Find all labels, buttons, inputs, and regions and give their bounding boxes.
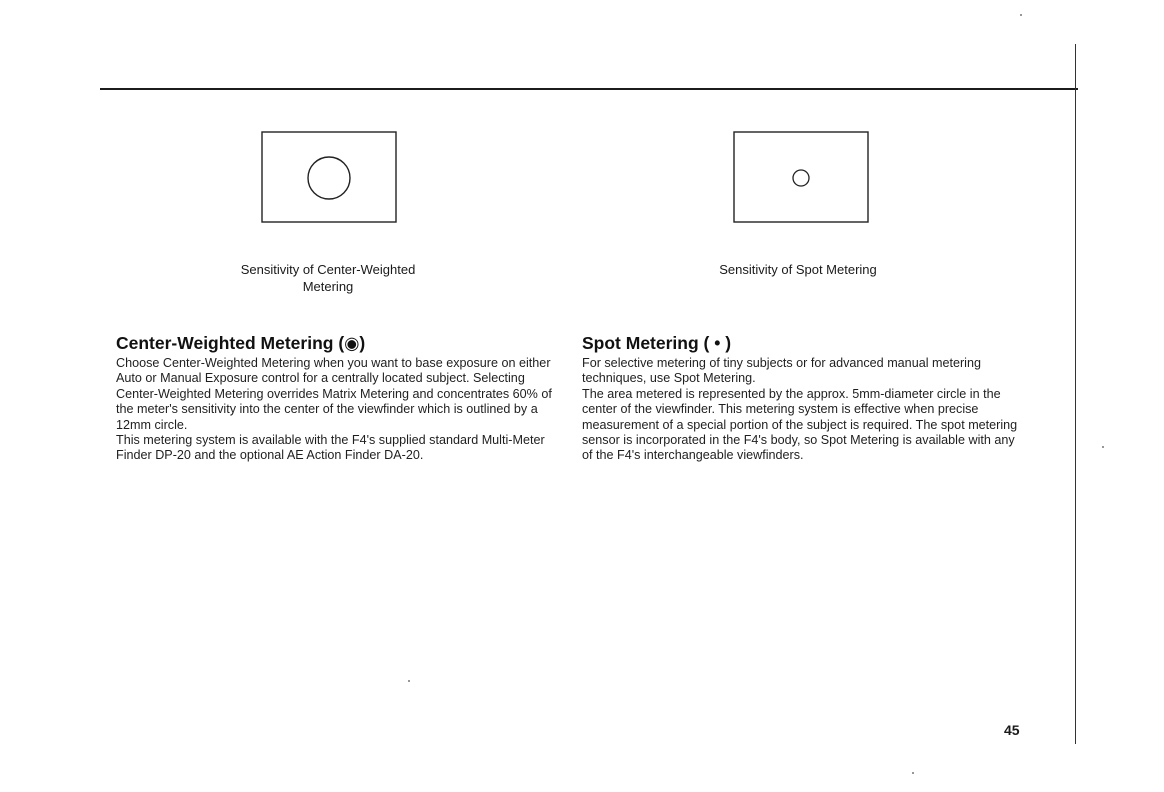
page-edge-line: [1075, 44, 1076, 744]
section-paragraph: This metering system is available with the F4's supplied standard Multi-Meter Finder DP-20 and the optional AE Action Finder DA-20.: [116, 433, 545, 463]
center-weighted-section: [116, 333, 556, 464]
section-paragraph: For selective metering of tiny subjects or for advanced manual metering techniques, use Spot Metering.: [582, 356, 981, 386]
section-paragraph: Choose Center-Weighted Metering when you want to base exposure on either Auto or Manual Exposure control for a centrally located subject. Selecting Center-Weighted Metering overrides Matrix Metering and concentrates 60% of the meter's sensitivity into the center of the viewfinder which is outlined by a 12mm circle.: [116, 356, 552, 432]
spot-metering-section: [582, 333, 1022, 464]
caption-line: Metering: [302, 279, 354, 294]
center-weighted-diagram: [261, 131, 397, 223]
scan-speck: [1020, 14, 1022, 16]
scan-speck: [912, 772, 914, 774]
center-weighted-caption: [178, 261, 478, 295]
spot-metering-caption: [648, 261, 948, 278]
header-rule: [100, 88, 1078, 90]
scan-speck: [1102, 446, 1104, 448]
section-paragraph: The area metered is represented by the approx. 5mm-diameter circle in the center of the viewfinder. This metering system is effective when precise measurement of a special portion of the subject is required. The spot metering sensor is incorporated in the F4's body, so Spot Metering is available with any of the F4's interchangeable viewfinders.: [582, 386, 1018, 463]
page-number: 45: [1004, 722, 1020, 738]
section-heading: Center-Weighted Metering (◉): [116, 333, 366, 353]
section-heading: Spot Metering ( • ): [582, 333, 732, 353]
caption-line: Sensitivity of Center-Weighted: [240, 262, 416, 277]
caption-line: Sensitivity of Spot Metering: [719, 262, 877, 277]
scan-speck: [408, 680, 410, 682]
spot-metering-diagram: [733, 131, 869, 223]
